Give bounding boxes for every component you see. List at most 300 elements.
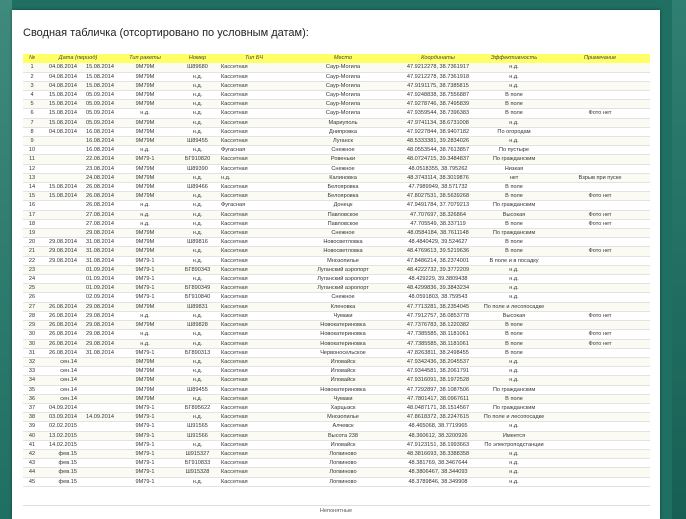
cell-rocket-type: 9М79М: [135, 184, 155, 191]
cell-date-from: 14.02.2015: [49, 441, 77, 448]
cell-warhead-type: Кассетная: [221, 92, 248, 99]
cell-rocket-type: 9М79-1: [135, 460, 155, 467]
cell-date-to: [78, 385, 115, 394]
cell-place: Логвиново: [329, 450, 357, 457]
cell-serial: БГ910833: [184, 460, 211, 467]
cell-date-from: сен.14: [60, 377, 77, 384]
table-row: [23, 192, 650, 201]
background-left: [0, 0, 12, 519]
cell-rocket-type: 9М79М: [135, 73, 155, 80]
cell-coordinates: 47.9342436, 38.2045537: [406, 358, 470, 365]
table-row: [23, 394, 650, 403]
cell-number: 20: [28, 239, 36, 246]
cell-rocket-type: 9М79М: [135, 377, 155, 384]
cell-effectiveness: В поле: [505, 101, 523, 108]
cell-date-to: 29.08.2014: [86, 303, 114, 310]
table-row: [23, 127, 650, 136]
cell-coordinates: 48.0518355, 38.795262: [408, 165, 468, 172]
cell-date-from: [41, 137, 78, 146]
cell-warhead-type: Кассетная: [221, 460, 248, 467]
cell-place: Новокатериновка: [320, 331, 366, 338]
cell-effectiveness: По гражданским: [492, 202, 536, 209]
cell-warhead-type: Кассетная: [221, 441, 248, 448]
cell-serial: н.д.: [192, 230, 203, 237]
cell-coordinates: 47.9227844, 38.9407182: [406, 128, 470, 135]
page-title: Сводная табличка (отсортировано по условным датам):: [23, 27, 309, 39]
cell-effectiveness: В поле: [505, 184, 523, 191]
cell-rocket-type: 9М79-1: [135, 414, 155, 421]
cell-number: 29: [28, 322, 36, 329]
cell-note: [550, 146, 650, 155]
table-row: [23, 293, 650, 302]
cell-place: Снежное: [331, 165, 355, 172]
cell-place: Мнозопилье: [327, 414, 359, 421]
cell-rocket-type: 9М79М: [135, 239, 155, 246]
cell-serial: Ш89455: [187, 138, 208, 145]
cell-note: [550, 137, 650, 146]
cell-effectiveness: По гражданским: [492, 156, 536, 163]
cell-date-to: 29.08.2014: [86, 230, 114, 237]
cell-place: Червоносельское: [320, 349, 366, 356]
cell-note: [550, 413, 650, 422]
cell-date-to: 05.09.2014: [86, 119, 114, 126]
cell-place: Днипровка: [329, 128, 357, 135]
cell-number: 19: [28, 230, 36, 237]
cell-serial: Ш89816: [187, 239, 208, 246]
cell-coordinates: 48.381769, 38.3467644: [408, 460, 468, 467]
table-row: [23, 385, 650, 394]
cell-number: 26: [28, 294, 36, 301]
cell-number: 9: [30, 138, 34, 145]
cell-note: [550, 431, 650, 440]
table-row: [23, 238, 650, 247]
cell-effectiveness: Высокая: [502, 211, 526, 218]
cell-note: [550, 183, 650, 192]
cell-place: Белояровка: [327, 184, 359, 191]
cell-date-from: [41, 210, 78, 219]
cell-serial: н.д.: [192, 174, 203, 181]
cell-serial: БГ910840: [184, 294, 211, 301]
cell-coordinates: 47.8486214, 38.2374001: [406, 257, 470, 264]
table-row: [23, 256, 650, 265]
cell-note: [550, 385, 650, 394]
cell-number: 23: [28, 266, 36, 273]
cell-date-to: 16.08.2014: [86, 138, 114, 145]
cell-effectiveness: н.д.: [509, 64, 519, 71]
cell-rocket-type: н.д.: [140, 110, 150, 117]
col-header-note: Примечание: [550, 54, 650, 63]
cell-rocket-type: 9М79М: [135, 101, 155, 108]
cell-date-to: 05.09.2014: [86, 92, 114, 99]
cell-rocket-type: 9М79М: [135, 368, 155, 375]
cell-coordinates: 47.7376783, 38.1220382: [406, 322, 470, 329]
cell-rocket-type: 9М79М: [135, 128, 155, 135]
cell-date-to: 01.09.2014: [86, 276, 114, 283]
cell-effectiveness: н.д.: [509, 460, 519, 467]
cell-place: Луганский аэропорт: [317, 266, 369, 273]
cell-place: Логвиново: [329, 478, 357, 485]
cell-coordinates: 47.9123151, 38.1993663: [406, 441, 470, 448]
cell-number: 45: [28, 478, 36, 485]
cell-warhead-type: Кассетная: [221, 358, 248, 365]
cell-serial: н.д.: [192, 395, 203, 402]
cell-serial: н.д.: [192, 331, 203, 338]
col-header-effectiveness: Эффективность: [478, 54, 550, 63]
table-row: [23, 63, 650, 72]
table-row: [23, 348, 650, 357]
cell-coordinates: 48.4840429, 39.524627: [408, 239, 468, 246]
cell-warhead-type: Кассетная: [221, 349, 248, 356]
table-row: [23, 302, 650, 311]
cell-note: [550, 127, 650, 136]
cell-date-to: 24.08.2014: [86, 174, 114, 181]
col-header-place: Место: [288, 54, 398, 63]
cell-warhead-type: Кассетная: [221, 285, 248, 292]
cell-note: [550, 63, 650, 72]
cell-serial: Ш91566: [187, 432, 208, 439]
cell-date-to: 16.08.2014: [86, 128, 114, 135]
cell-note: [550, 229, 650, 238]
cell-date-from: 13.02.2015: [49, 432, 77, 439]
cell-effectiveness: В поле: [505, 340, 523, 347]
cell-serial: Ш91565: [187, 423, 208, 430]
cell-coordinates: 47.8618372, 38.2247615: [406, 414, 470, 421]
cell-coordinates: 47.7801417, 38.0967611: [407, 395, 469, 402]
cell-place: Логвиново: [329, 460, 357, 467]
cell-rocket-type: 9М79-1: [135, 276, 155, 283]
cell-date-to: 15.08.2014: [86, 73, 114, 80]
cell-coordinates: 48.0553544, 38.7613857: [406, 147, 470, 154]
cell-note: [550, 422, 650, 431]
cell-date-to: 01.09.2014: [86, 266, 114, 273]
cell-date-to: 29.08.2014: [86, 340, 114, 347]
cell-serial: БГ890343: [184, 266, 211, 273]
cell-date-from: [41, 173, 78, 182]
cell-serial: Ш89680: [187, 64, 208, 71]
table-row: [23, 330, 650, 339]
cell-coordinates: 48.4299836, 39.3843234: [406, 285, 470, 292]
cell-effectiveness: Имеется: [502, 432, 526, 439]
cell-number: 13: [28, 174, 36, 181]
cell-place: Иловайск: [330, 358, 356, 365]
cell-coordinates: 47.9212278, 38.7361917: [406, 64, 470, 71]
cell-serial: н.д.: [192, 119, 203, 126]
cell-date-from: 04.08.2014: [49, 73, 77, 80]
cell-date-from: [41, 146, 78, 155]
cell-coordinates: 48.5333381, 39.2834026: [406, 138, 470, 145]
table-row: [23, 275, 650, 284]
cell-note: [550, 449, 650, 458]
cell-date-from: 03.09.2014: [49, 414, 77, 421]
cell-warhead-type: Кассетная: [221, 478, 248, 485]
cell-place: Донецк: [333, 202, 353, 209]
cell-warhead-type: Кассетная: [221, 414, 248, 421]
table-row: [23, 210, 650, 219]
cell-place: Чумаки: [333, 312, 353, 319]
cell-date-to: [78, 403, 115, 412]
table-row: [23, 146, 650, 155]
table-row: [23, 459, 650, 468]
cell-date-to: [78, 459, 115, 468]
table-row: [23, 164, 650, 173]
cell-serial: н.д.: [192, 202, 203, 209]
document-sheet: [12, 10, 660, 519]
cell-note: [550, 302, 650, 311]
cell-place: Иловайск: [330, 368, 356, 375]
cell-warhead-type: Кассетная: [221, 340, 248, 347]
col-header-serial: Номер: [175, 54, 220, 63]
cell-date-from: [41, 229, 78, 238]
cell-rocket-type: 9М79-1: [135, 285, 155, 292]
table-row: [23, 413, 650, 422]
cell-coordinates: 47.7989949, 38.571732: [408, 184, 468, 191]
cell-place: Иловайск: [330, 377, 356, 384]
cell-date-from: 15.08.2014: [49, 92, 77, 99]
cell-date-to: 27.08.2014: [86, 220, 114, 227]
cell-coordinates: 47.8027531, 38.5639268: [406, 193, 470, 200]
cell-warhead-type: Кассетная: [221, 230, 248, 237]
table-row: [23, 265, 650, 274]
cell-rocket-type: н.д.: [140, 312, 150, 319]
cell-date-to: 26.08.2014: [86, 193, 114, 200]
col-header-coordinates: Координаты: [398, 54, 478, 63]
table-row: [23, 440, 650, 449]
cell-note: [550, 367, 650, 376]
cell-warhead-type: Кассетная: [221, 322, 248, 329]
cell-coordinates: 48.0487171, 38.1514567: [406, 404, 470, 411]
cell-coordinates: 48.360612, 38.3200926: [408, 432, 468, 439]
cell-place: Новокатериновка: [320, 340, 366, 347]
cell-note: Фото нет: [588, 110, 612, 117]
cell-warhead-type: Фугасная: [221, 202, 246, 209]
cell-effectiveness: В поле: [505, 349, 523, 356]
cell-effectiveness: н.д.: [509, 82, 519, 89]
cell-date-to: 31.08.2014: [86, 257, 114, 264]
cell-date-to: 14.09.2014: [86, 414, 114, 421]
cell-note: Фото нет: [588, 193, 612, 200]
cell-rocket-type: 9М79-1: [135, 404, 155, 411]
cell-note: Фото нет: [588, 220, 612, 227]
cell-warhead-type: Кассетная: [221, 82, 248, 89]
cell-rocket-type: 9М79М: [135, 64, 155, 71]
cell-note: [550, 293, 650, 302]
cell-rocket-type: 9М79-1: [135, 266, 155, 273]
cell-warhead-type: Кассетная: [221, 239, 248, 246]
cell-note: [550, 348, 650, 357]
cell-coordinates: 47.7385585, 38.1181061: [407, 340, 469, 347]
col-header-number: №: [23, 54, 41, 63]
cell-coordinates: 48.429229, 39.3809438: [408, 276, 468, 283]
cell-date-to: [78, 367, 115, 376]
cell-date-to: 22.08.2014: [86, 156, 114, 163]
cell-warhead-type: Кассетная: [221, 395, 248, 402]
cell-date-to: 27.08.2014: [86, 211, 114, 218]
cell-place: Высота 238: [327, 432, 359, 439]
cell-effectiveness: нет: [509, 174, 519, 181]
cell-number: 11: [29, 156, 35, 163]
cell-warhead-type: Кассетная: [221, 165, 248, 172]
cell-rocket-type: 9М79М: [135, 230, 155, 237]
cell-number: 3: [30, 82, 34, 89]
cell-effectiveness: По огородам: [497, 128, 531, 135]
cell-warhead-type: Кассетная: [221, 469, 248, 476]
cell-effectiveness: н.д.: [509, 276, 519, 283]
cell-place: Иловайск: [330, 441, 356, 448]
cell-effectiveness: По гражданским: [492, 230, 536, 237]
cell-warhead-type: Кассетная: [221, 184, 248, 191]
cell-warhead-type: Кассетная: [221, 386, 248, 393]
cell-date-to: 31.08.2014: [86, 248, 114, 255]
cell-place: Снежное: [331, 294, 355, 301]
cell-number: 16: [28, 202, 36, 209]
cell-date-to: [78, 468, 115, 477]
cell-serial: н.д.: [192, 128, 203, 135]
cell-date-from: 04.08.2014: [49, 64, 77, 71]
cell-warhead-type: Кассетная: [221, 248, 248, 255]
cell-date-to: [78, 440, 115, 449]
cell-place: Логвиново: [329, 469, 357, 476]
cell-date-from: [41, 219, 78, 228]
cell-note: Фото нет: [588, 248, 612, 255]
cell-rocket-type: 9М79-1: [135, 469, 155, 476]
cell-note: [550, 440, 650, 449]
cell-effectiveness: По поле и лесопосадке: [483, 303, 545, 310]
cell-coordinates: 48.3789846, 38.349908: [408, 478, 468, 485]
cell-number: 41: [28, 441, 36, 448]
cell-date-from: [41, 201, 78, 210]
cell-coordinates: 48.0584184, 38.7611148: [407, 230, 469, 237]
cell-note: [550, 238, 650, 247]
cell-coordinates: 47.9491784, 37.7079213: [406, 202, 470, 209]
cell-serial: н.д.: [192, 478, 203, 485]
cell-effectiveness: н.д.: [509, 478, 519, 485]
cell-effectiveness: н.д.: [509, 266, 519, 273]
cell-rocket-type: н.д.: [140, 211, 150, 218]
cell-date-from: 02.02.2015: [49, 423, 77, 430]
cell-rocket-type: 9М79М: [135, 92, 155, 99]
cell-date-to: 01.09.2014: [86, 285, 114, 292]
cell-warhead-type: Кассетная: [221, 220, 248, 227]
cell-date-from: фев.15: [58, 460, 77, 467]
cell-place: Луганск: [333, 138, 353, 145]
cell-date-from: 26.08.2014: [49, 303, 77, 310]
cell-coordinates: 48.0591803, 38.759543: [408, 294, 468, 301]
table-row: [23, 468, 650, 477]
cell-serial: Ш89466: [187, 184, 208, 191]
cell-effectiveness: По гражданским: [492, 386, 536, 393]
cell-note: [550, 265, 650, 274]
table-row: [23, 229, 650, 238]
cell-serial: н.д.: [192, 101, 203, 108]
cell-warhead-type: Кассетная: [221, 211, 248, 218]
cell-date-to: [78, 357, 115, 366]
cell-number: 4: [30, 92, 34, 99]
cell-number: 18: [28, 220, 36, 227]
cell-serial: н.д.: [192, 377, 203, 384]
cell-coordinates: 47.7912757, 38.0853778: [406, 312, 470, 319]
cell-date-to: 29.08.2014: [86, 312, 114, 319]
cell-coordinates: 47.7292897, 38.1087506: [406, 386, 470, 393]
cell-number: 31: [28, 349, 36, 356]
cell-warhead-type: Фугасная: [221, 147, 246, 154]
cell-serial: н.д.: [192, 414, 203, 421]
cell-warhead-type: Кассетная: [221, 377, 248, 384]
cell-number: 36: [28, 395, 36, 402]
cell-serial: Ш915327: [185, 450, 210, 457]
cell-place: Саур-Могила: [325, 101, 361, 108]
cell-place: Кленовка: [330, 303, 356, 310]
cell-serial: н.д.: [192, 312, 203, 319]
cell-effectiveness: В поле: [505, 331, 523, 338]
cell-number: 34: [28, 377, 36, 384]
cell-date-from: 04.08.2014: [49, 128, 77, 135]
cell-coordinates: 47.9359544, 38.7396383: [406, 110, 470, 117]
cell-date-to: 29.08.2014: [86, 322, 114, 329]
cell-number: 17: [28, 211, 36, 218]
col-header-date: Дата (период): [41, 54, 115, 63]
cell-note: [550, 459, 650, 468]
cell-warhead-type: Кассетная: [221, 450, 248, 457]
cell-number: 10: [28, 147, 36, 154]
cell-date-from: фев.15: [58, 478, 77, 485]
cell-effectiveness: В поле: [505, 92, 523, 99]
cell-warhead-type: Кассетная: [221, 138, 248, 145]
cell-place: Мариуполь: [328, 119, 358, 126]
cell-warhead-type: Кассетная: [221, 73, 248, 80]
cell-serial: н.д.: [192, 340, 203, 347]
cell-warhead-type: Кассетная: [221, 312, 248, 319]
cell-place: Саур-Могила: [325, 110, 361, 117]
cell-date-from: 26.08.2014: [49, 340, 77, 347]
cell-serial: н.д.: [192, 211, 203, 218]
cell-rocket-type: н.д.: [140, 331, 150, 338]
cell-date-to: [78, 422, 115, 431]
cell-serial: н.д.: [192, 73, 203, 80]
cell-place: Новокатериновка: [320, 386, 366, 393]
footer-divider: [23, 505, 650, 506]
cell-date-from: [41, 265, 78, 274]
cell-effectiveness: В поле: [505, 322, 523, 329]
cell-effectiveness: н.д.: [509, 138, 519, 145]
cell-coordinates: 48.465068, 38.7719965: [408, 423, 468, 430]
cell-note: Взрыв при пуске: [578, 174, 622, 181]
cell-coordinates: 47.9344581, 38.2061791: [406, 368, 470, 375]
cell-coordinates: 47.8263811, 38.2498455: [407, 349, 469, 356]
cell-serial: Ш89831: [187, 303, 208, 310]
cell-rocket-type: 9М79-1: [135, 349, 155, 356]
cell-number: 6: [30, 110, 34, 117]
cell-serial: БГ895622: [184, 404, 211, 411]
cell-date-to: 31.08.2014: [86, 239, 114, 246]
cell-rocket-type: 9М79-1: [135, 156, 155, 163]
cell-place: Луганский аэропорт: [317, 276, 369, 283]
cell-effectiveness: В поле: [505, 239, 523, 246]
cell-date-from: 15.08.2014: [49, 101, 77, 108]
cell-serial: н.д.: [192, 193, 203, 200]
cell-warhead-type: Кассетная: [221, 156, 248, 163]
cell-number: 32: [28, 358, 36, 365]
cell-rocket-type: н.д.: [140, 147, 150, 154]
cell-serial: н.д.: [192, 82, 203, 89]
cell-number: 35: [28, 386, 36, 393]
cell-rocket-type: 9М79-1: [135, 257, 155, 264]
cell-date-from: 26.08.2014: [49, 322, 77, 329]
cell-place: Белояровка: [327, 193, 359, 200]
cell-effectiveness: В поле: [505, 110, 523, 117]
table-row: [23, 72, 650, 81]
cell-date-to: 29.08.2014: [86, 331, 114, 338]
cell-place: Чумаки: [333, 395, 353, 402]
